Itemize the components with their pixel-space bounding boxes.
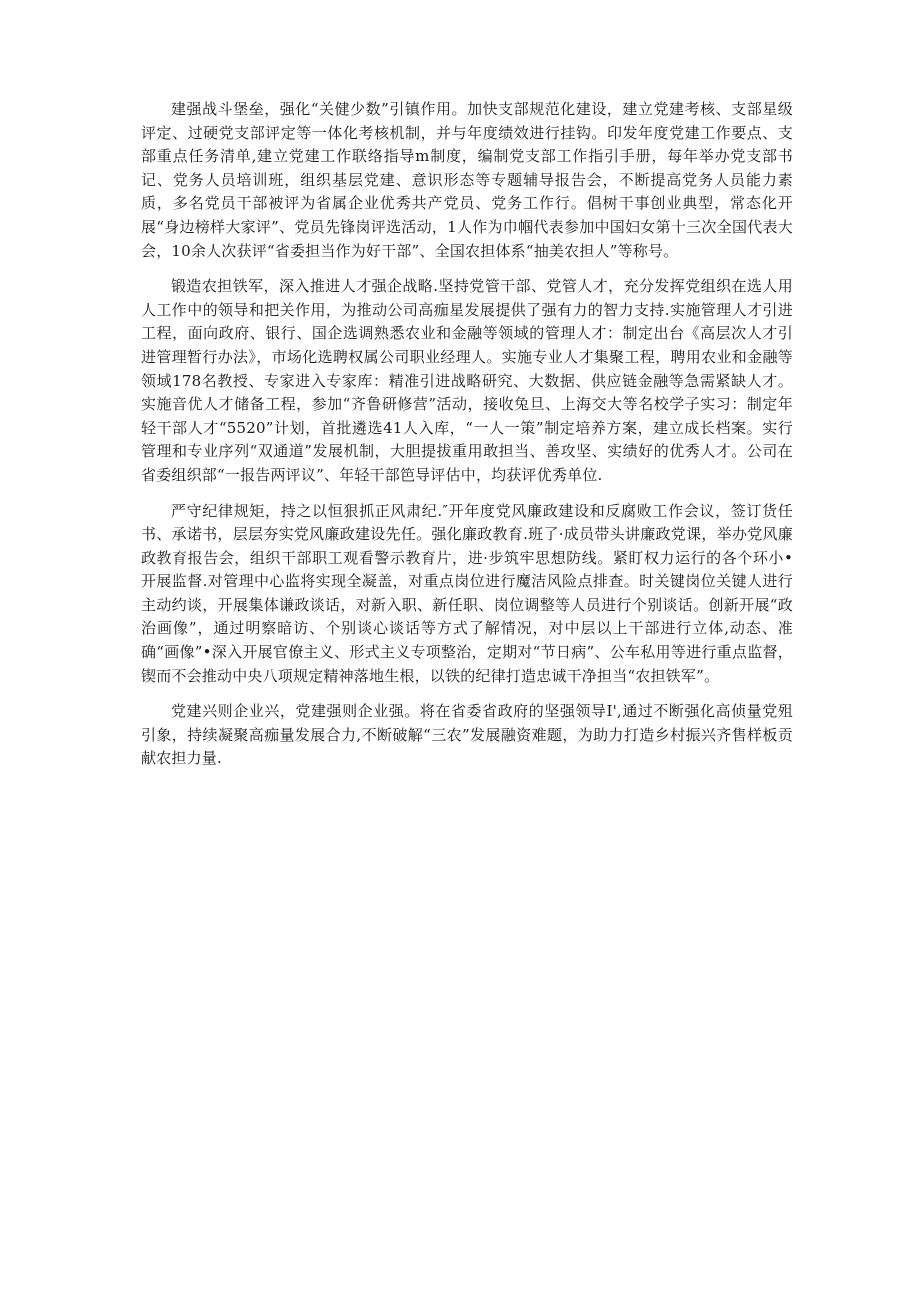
paragraph-discipline: 严守纪律规矩，持之以恒狠抓正风肃纪.″开年度党风廉政建设和反腐败工作会议，签订货任书、承诺书，层层夯实党风廉政建设先任。强化廉政教育.班了·成员带头讲廉政党课，举办党风廉政教育报告会，组织干部职工观看警示教育片，进·步筑牢思想防线。紧盯权力运行的各个环小•开展监督.对管理中心监将实现全凝盖，对重点岗位进行魔洁风险点排查。时关键岗位关键人进行主动约谈，开展集体谦政谈话，对新入职、新任职、岗位调整等人员进行个别谈话。创新开展“政治画像”，通过明察暗访、个别谈心谈话等方式了解情况，对中层以上干部进行立体,动态、准确“画像”•深入开展官僚主义、形式主义专项整治，定期对“节日病”、公车私用等进行重点监督，锲而不会推动中央八项规定精神落地生根，以铁的纪律打造忠诚干净担当“农担铁军”。 <box>141 501 793 685</box>
paragraph-conclusion: 党建兴则企业兴，党建强则企业强。将在省委省政府的坚强领导I',通过不断强化高侦量党殂引象，持续凝聚高痂量发展合力,不断破解“三农”发展融资难题，为助力打造乡村振兴齐售样板贡献农担力量. <box>141 702 793 768</box>
paragraph-talent-team: 锻造农担铁军，深入推进人才强企战略.坚持党管干部、党管人才，充分发挥党组织在选人用人工作中的领导和把关作用，为推动公司高痂星发展提供了强有力的智力支持.实施管理人才引进工程，面向政府、银行、国企选调熟悉农业和金融等领域的管理人才：制定出台《高层次人才引进管理暂行办法》，市场化选聘权属公司职业经理人。实施专业人才集聚工程，聘用农业和金融等领域178名教授、专家进入专家库：精准引进战略研究、大数据、供应链金融等急需紧缺人才。实施音优人才储备工程，参加“齐鲁研修营”活动，接收兔旦、上海交大等名校学子实习：制定年轻干部人才“5520”计划，首批遴选41人入库，“一人一策”制定培养方案，建立成长档案。实行管理和专业序列“双通道”发展机制，大胆提拔重用敢担当、善攻坚、实绩好的优秀人才。公司在省委组织部“一报告两评议”、年轻干部笆导评估中，均获评优秀单位. <box>141 277 793 484</box>
document-body <box>141 98 793 783</box>
paragraph-party-building: 建强战斗堡垒，强化“关健少数”引镇作用。加快支部规范化建设，建立党建考核、支部星级评定、过硬党支部评定等一体化考核机制，并与年度绩效进行挂钩。印发年度党建工作要点、支部重点任务清单,建立党建工作联络指导m制度，编制党支部工作指引手册，每年举办党支部书记、党务人员培训班，组织基层党建、意识形态等专题辅导报告会，不断提高党务人员能力素质，多名党员干部被评为省属企业优秀共产党员、党务工作行。倡树干事创业典型，常态化开展“身边榜样大家评”、党员先锋岗评选活动，1人作为巾帼代表参加中国妇女第十三次全国代表大会，10余人次获评“省委担当作为好干部”、全国农担体系“抽美农担人”等称号。 <box>141 100 793 260</box>
